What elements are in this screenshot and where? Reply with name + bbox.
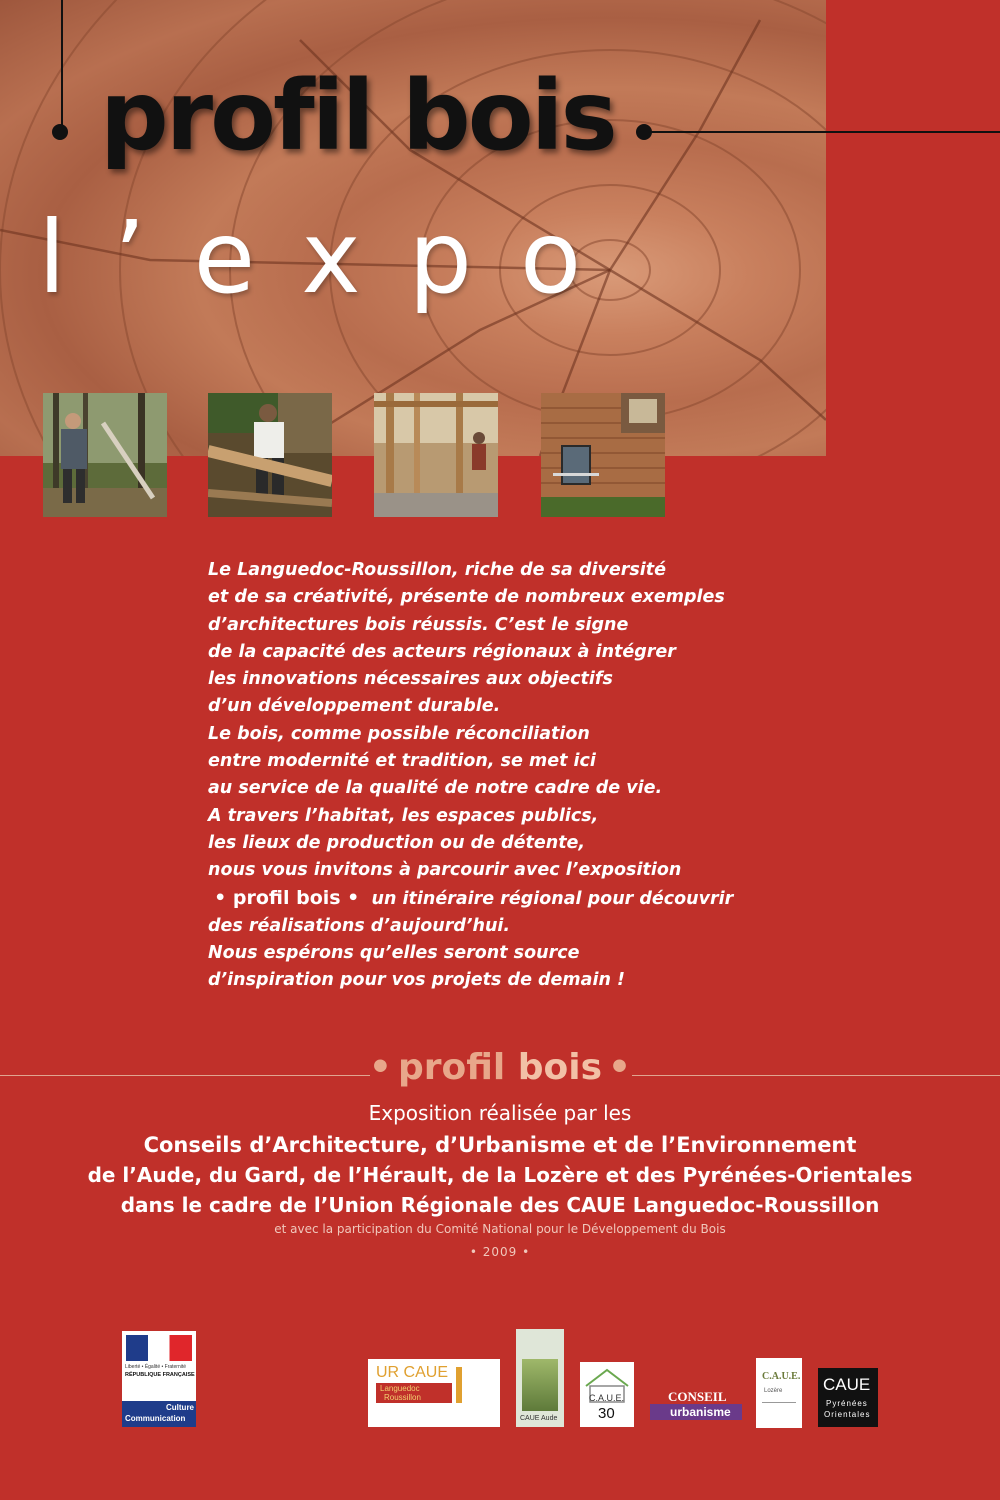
footer-title-dot: • xyxy=(608,1047,632,1088)
forestry-worker-photo xyxy=(43,393,167,517)
intro-line: Le Languedoc-Roussillon, riche de sa diversité xyxy=(208,560,667,580)
intro-brand-suffix: un itinéraire régional pour découvrir xyxy=(371,888,734,909)
caue-66-sub-2: Orientales xyxy=(824,1410,871,1419)
caue-departments: de l’Aude, du Gard, de l’Hérault, de la Lozère et des Pyrénées-Orientales xyxy=(87,1163,913,1187)
republique-francaise-logo xyxy=(122,1331,196,1427)
caue-30-number: 30 xyxy=(598,1405,615,1422)
intro-line: et de sa créativité, présente de nombreux exemples xyxy=(208,587,725,608)
footer-title-word: profil xyxy=(397,1047,506,1088)
republique-name: RÉPUBLIQUE FRANÇAISE xyxy=(125,1372,195,1378)
poster-subtitle: l’expo xyxy=(38,199,630,316)
intro-line: au service de la qualité de notre cadre de vie. xyxy=(208,778,663,799)
decorative-dot-left xyxy=(52,124,68,140)
caue-lozere-rule xyxy=(762,1402,796,1403)
decorative-line-vertical xyxy=(61,0,63,130)
caue-66-sub-1: Pyrénées xyxy=(826,1399,868,1408)
footer-title-dot: • xyxy=(368,1047,392,1088)
caue-66-label: CAUE xyxy=(823,1375,871,1394)
intro-line: entre modernité et tradition, se met ici xyxy=(208,751,596,772)
ministry-culture: Culture xyxy=(166,1403,194,1412)
poster-title: profil bois xyxy=(100,60,615,172)
intro-line: A travers l’habitat, les espaces publics, xyxy=(208,805,599,826)
participation-credit: et avec la participation du Comité National pour le Développement du Bois xyxy=(274,1222,726,1236)
ur-caue-stripe xyxy=(456,1367,462,1403)
caue-herault-line1: CONSEIL xyxy=(668,1389,727,1404)
ur-caue-region-1: Languedoc xyxy=(380,1384,420,1393)
caue-aude-label: CAUE Aude xyxy=(520,1415,558,1422)
ministry-communication: Communication xyxy=(125,1414,186,1423)
intro-line: d’inspiration pour vos projets de demain ! xyxy=(208,970,626,991)
intro-line: Nous espérons qu’elles seront source xyxy=(208,943,580,964)
decorative-line-horizontal xyxy=(650,131,1000,133)
caue-union: dans le cadre de l’Union Régionale des CAUE Languedoc-Roussillon xyxy=(120,1193,880,1217)
ur-caue-logo xyxy=(368,1359,500,1427)
republique-motto: Liberté • Égalité • Fraternité xyxy=(125,1364,187,1370)
caue-lozere-label: C.A.U.E. xyxy=(762,1371,801,1382)
intro-line: des réalisations d’aujourd’hui. xyxy=(208,915,511,936)
intro-line: d’architectures bois réussis. C’est le signe xyxy=(208,614,629,635)
intro-line: les lieux de production ou de détente, xyxy=(208,832,586,853)
footer-title-word: bois xyxy=(517,1047,603,1088)
intro-brand: • profil bois • xyxy=(214,886,360,909)
intro-line: les innovations nécessaires aux objectifs xyxy=(208,669,613,690)
ur-caue-region-2: Roussillon xyxy=(384,1393,421,1402)
exposition-credit: Exposition réalisée par les xyxy=(368,1101,632,1125)
intro-line: Le bois, comme possible réconciliation xyxy=(208,723,590,744)
footer-title xyxy=(0,1047,1000,1088)
caue-herault-line2: urbanisme xyxy=(670,1405,731,1419)
caue-aude-logo xyxy=(516,1329,564,1427)
intro-line: d’un développement durable. xyxy=(208,696,501,717)
caue-name: Conseils d’Architecture, d’Urbanisme et de l’Environnement xyxy=(143,1133,857,1157)
ur-caue-title: UR CAUE xyxy=(376,1364,449,1381)
caue-lozere-sub: Lozère xyxy=(764,1388,783,1394)
caue-30-logo xyxy=(580,1362,634,1427)
caue-herault-logo xyxy=(650,1388,742,1428)
timber-frame-construction-photo xyxy=(374,393,498,517)
caue-66-logo xyxy=(818,1368,878,1427)
caue-aude-graphic xyxy=(522,1359,558,1411)
intro-text xyxy=(208,557,768,995)
intro-line: nous vous invitons à parcourir avec l’exposition xyxy=(208,860,682,881)
flag-graphic xyxy=(126,1335,192,1361)
wooden-house-facade-photo xyxy=(541,393,665,517)
intro-brand-line xyxy=(208,885,768,913)
caue-30-label: C.A.U.E. xyxy=(589,1393,625,1403)
year-label: • 2009 • xyxy=(469,1245,531,1259)
carrying-timber-photo xyxy=(208,393,332,517)
caue-lozere-logo xyxy=(756,1358,802,1428)
intro-line: de la capacité des acteurs régionaux à intégrer xyxy=(208,641,676,662)
